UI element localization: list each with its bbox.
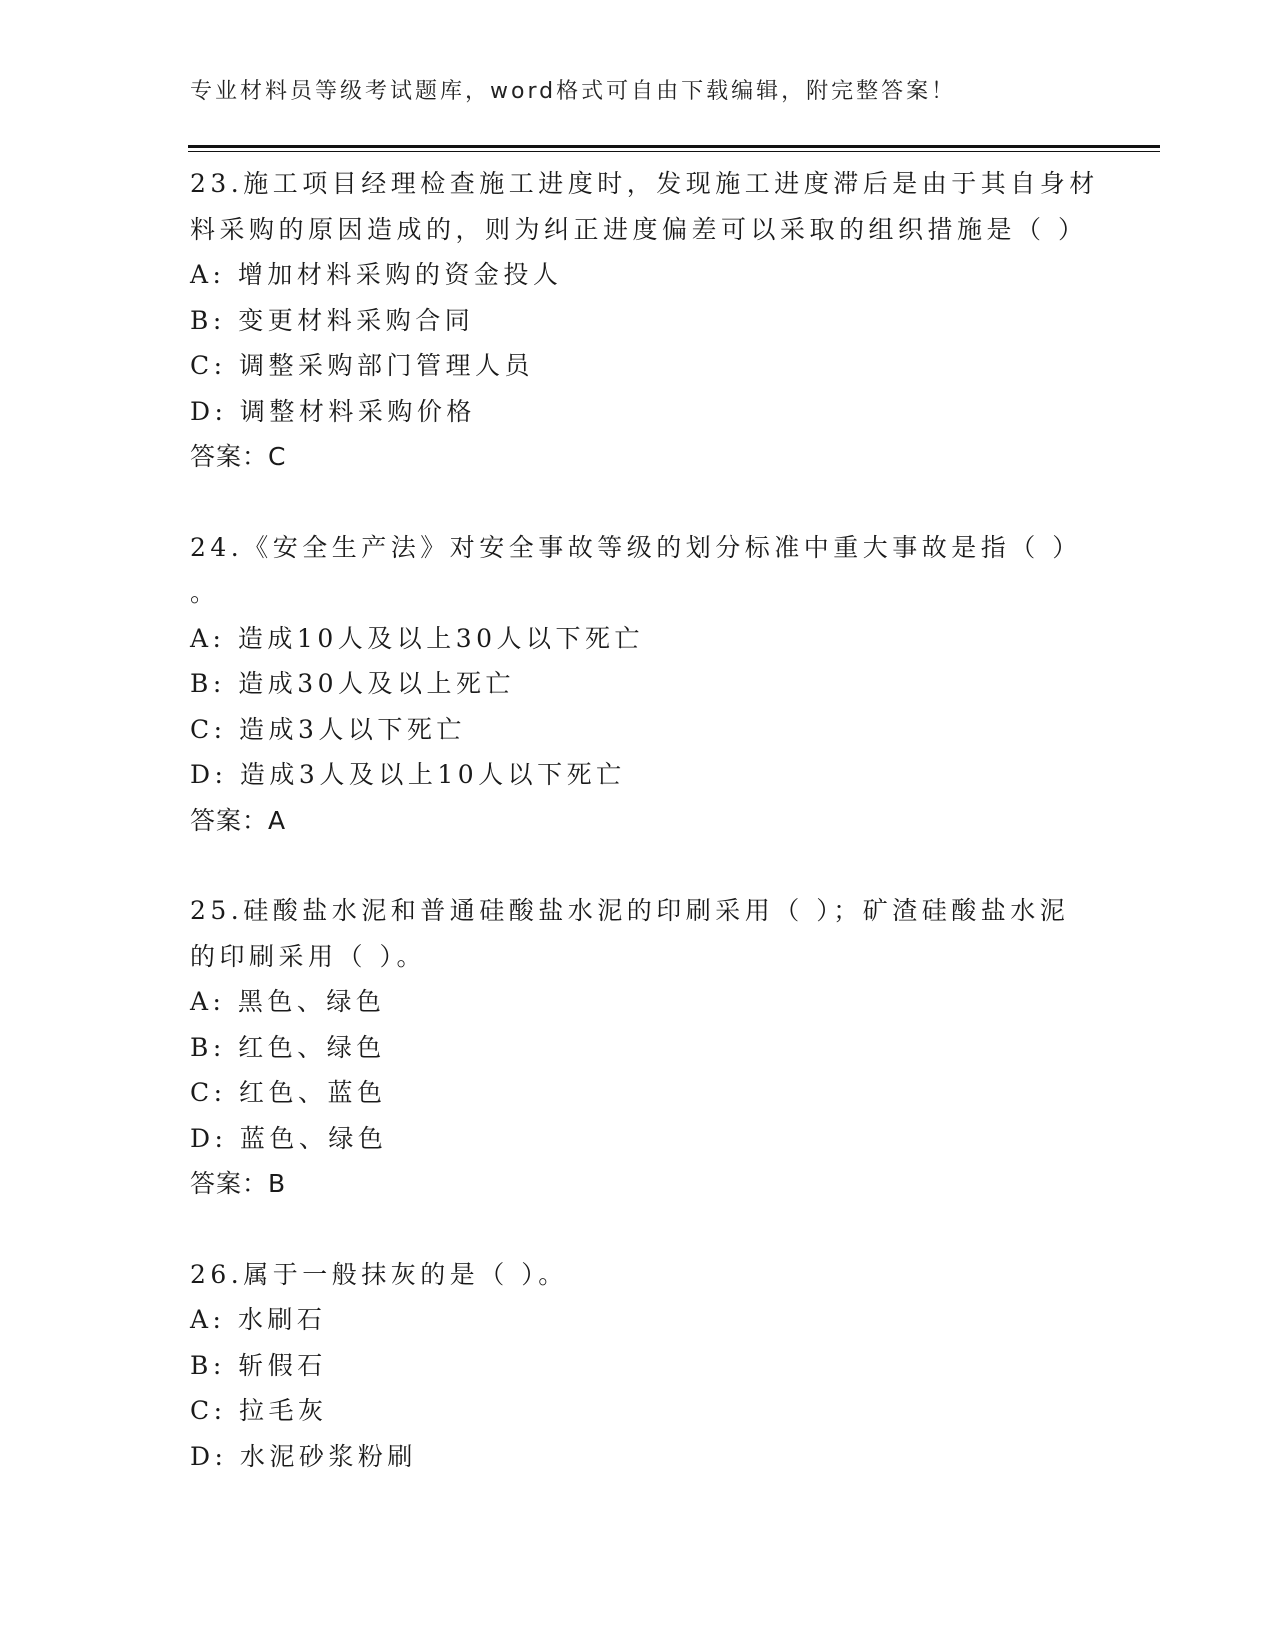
question-text: 的印刷采用（ ）。 <box>190 941 426 971</box>
question-text: 料采购的原因造成的，则为纠正进度偏差可以采取的组织措施是（ ） <box>190 214 1088 244</box>
option-b: B: 斩假石 <box>190 1350 327 1380</box>
page-header: 专业材料员等级考试题库，word格式可自由下载编辑，附完整答案！ <box>190 79 957 104</box>
option-a: A: 水刷石 <box>190 1305 327 1334</box>
question-text: 26.属于一般抹灰的是（ ）。 <box>190 1259 568 1289</box>
question-23 <box>190 161 1099 480</box>
option-d: D: 造成3人及以上10人以下死亡 <box>190 760 626 789</box>
question-text: 24.《安全生产法》对安全事故等级的划分标准中重大事故是指（ ） <box>190 532 1082 562</box>
question-list <box>190 161 1099 1479</box>
option-a: A: 黑色、绿色 <box>190 987 386 1016</box>
option-d: D: 蓝色、绿色 <box>190 1123 388 1153</box>
option-a: A: 造成10人及以上30人以下死亡 <box>190 623 645 653</box>
option-b: B: 红色、绿色 <box>190 1032 386 1062</box>
header-rule-thick <box>188 145 1160 148</box>
answer: 答案：A <box>190 805 287 835</box>
option-d: D: 水泥砂浆粉刷 <box>190 1441 417 1471</box>
option-c: C: 拉毛灰 <box>190 1396 328 1425</box>
header-rule-thin <box>188 151 1160 152</box>
option-c: C: 红色、蓝色 <box>190 1078 387 1107</box>
option-a: A: 增加材料采购的资金投人 <box>190 260 563 289</box>
question-25 <box>190 888 1090 1207</box>
question-text: 25.硅酸盐水泥和普通硅酸盐水泥的印刷采用（ ）；矿渣硅酸盐水泥 <box>190 896 1070 925</box>
option-d: D: 调整材料采购价格 <box>190 396 476 426</box>
answer: 答案：B <box>190 1169 287 1198</box>
option-b: B: 变更材料采购合同 <box>190 305 475 335</box>
question-24 <box>190 525 1090 844</box>
answer: 答案：C <box>190 442 287 471</box>
question-text: 23.施工项目经理检查施工进度时，发现施工进度滞后是由于其自身材 <box>190 169 1099 198</box>
option-c: C: 调整采购部门管理人员 <box>190 351 534 380</box>
question-text: 。 <box>190 578 220 607</box>
question-26 <box>190 1252 1090 1480</box>
option-b: B: 造成30人及以上死亡 <box>190 669 516 698</box>
option-c: C: 造成3人以下死亡 <box>190 714 466 744</box>
